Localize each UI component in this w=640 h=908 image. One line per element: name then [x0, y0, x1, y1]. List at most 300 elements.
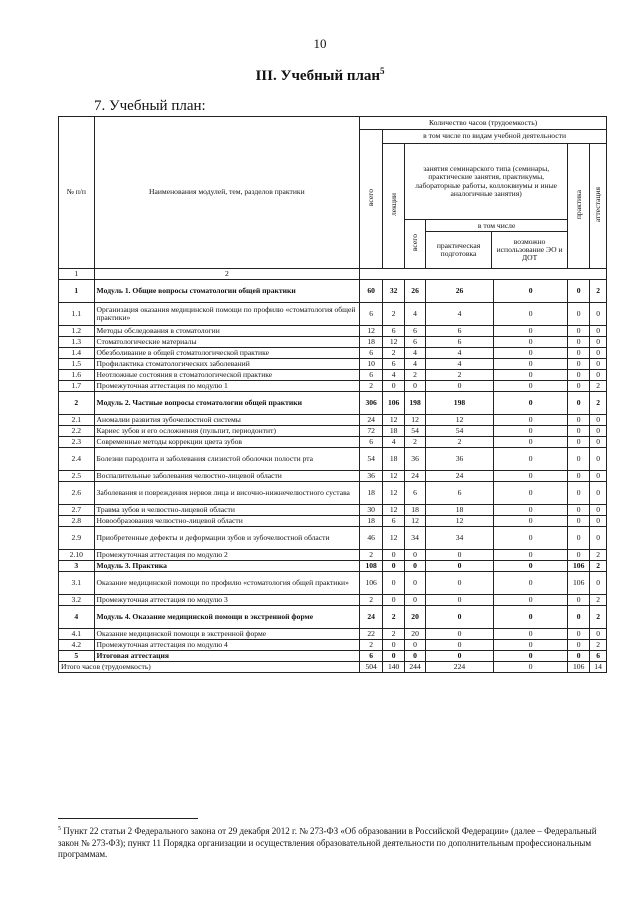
cell-practice: 0: [568, 370, 590, 381]
cell-eo: 0: [493, 482, 567, 505]
table-row: [59, 370, 607, 381]
header-hours: Количество часов (трудоемкость): [360, 117, 607, 130]
cell-total: 2: [360, 595, 383, 606]
cell-sem: 0: [405, 651, 426, 662]
cell-pp: 34: [426, 527, 494, 550]
table-row: [59, 437, 607, 448]
cell-att: 0: [590, 437, 607, 448]
cell-att: 0: [590, 337, 607, 348]
cell-att: 6: [590, 651, 607, 662]
cell-att: 2: [590, 595, 607, 606]
footnote-ref: 5: [380, 66, 385, 76]
cell-pp: 0: [426, 572, 494, 595]
cell-att: 0: [590, 426, 607, 437]
header-num: № п/п: [59, 117, 95, 269]
cell-pp: 0: [426, 606, 494, 629]
cell-num: 2.6: [59, 482, 95, 505]
table-row: [59, 348, 607, 359]
cell-sem: 0: [405, 640, 426, 651]
cell-num: 2: [59, 392, 95, 415]
cell-name: Модуль 4. Оказание медицинской помощи в экстренной форме: [94, 606, 360, 629]
section-title: [0, 66, 640, 85]
cell-name: Травма зубов и челюстно-лицевой области: [94, 505, 360, 516]
total-sem: 244: [405, 662, 426, 673]
cell-pp: 0: [426, 550, 494, 561]
cell-total: 106: [360, 572, 383, 595]
cell-eo: 0: [493, 471, 567, 482]
cell-eo: 0: [493, 370, 567, 381]
header-lectures: [383, 144, 405, 269]
cell-name: Болезни пародонта и заболевания слизистой оболочки полости рта: [94, 448, 360, 471]
cell-eo: 0: [493, 606, 567, 629]
cell-eo: 0: [493, 392, 567, 415]
cell-name: Промежуточная аттестация по модулю 3: [94, 595, 360, 606]
cell-lectures: 2: [383, 303, 405, 326]
cell-total: 24: [360, 415, 383, 426]
cell-num: 4.2: [59, 640, 95, 651]
cell-sem: 20: [405, 629, 426, 640]
cell-name: Профилактика стоматологических заболеваний: [94, 359, 360, 370]
cell-att: 0: [590, 448, 607, 471]
cell-total: 36: [360, 471, 383, 482]
cell-pp: 36: [426, 448, 494, 471]
cell-lectures: 0: [383, 651, 405, 662]
cell-att: 2: [590, 640, 607, 651]
cell-sem: 6: [405, 482, 426, 505]
header-by-type: в том числе по видам учебной деятельности: [383, 130, 607, 144]
cell-pp: 6: [426, 337, 494, 348]
cell-sem: 0: [405, 572, 426, 595]
cell-pp: 2: [426, 437, 494, 448]
cell-total: 12: [360, 326, 383, 337]
cell-practice: 0: [568, 640, 590, 651]
cell-att: 0: [590, 572, 607, 595]
cell-lectures: 32: [383, 280, 405, 303]
cell-total: 2: [360, 381, 383, 392]
cell-eo: 0: [493, 629, 567, 640]
cell-total: 22: [360, 629, 383, 640]
header-eo-dot: возможно использование ЭО и ДОТ: [496, 236, 563, 263]
cell-num: 2.1: [59, 415, 95, 426]
cell-practice: 0: [568, 629, 590, 640]
table-row: [59, 651, 607, 662]
cell-pp: 54: [426, 426, 494, 437]
cell-practice: 0: [568, 505, 590, 516]
cell-lectures: 12: [383, 415, 405, 426]
cell-num: 5: [59, 651, 95, 662]
total-lectures: 140: [383, 662, 405, 673]
cell-att: 0: [590, 505, 607, 516]
cell-pp: 0: [426, 561, 494, 572]
cell-name: Кариес зубов и его осложнения (пульпит, периодонтит): [94, 426, 360, 437]
cell-eo: 0: [493, 437, 567, 448]
cell-sem: 0: [405, 561, 426, 572]
cell-att: 2: [590, 550, 607, 561]
footnote-text: Пункт 22 статьи 2 Федерального закона от 29 декабря 2012 г. № 273-ФЗ «Об образовании в Российской Федерации» (далее – Федеральный закон № 273-ФЗ); пункт 11 Порядка организации и осуществления образовательной деятельности по дополнительным профессиональным программам.: [58, 826, 597, 860]
header-sem-total-text: всего: [409, 234, 419, 252]
cell-num: 2.9: [59, 527, 95, 550]
cell-att: 0: [590, 348, 607, 359]
cell-lectures: 6: [383, 516, 405, 527]
cell-total: 24: [360, 606, 383, 629]
table-row: [59, 561, 607, 572]
cell-practice: 0: [568, 303, 590, 326]
cell-name: Модуль 2. Частные вопросы стоматологии общей практики: [94, 392, 360, 415]
table-row: [59, 629, 607, 640]
col-index: 2: [94, 269, 360, 280]
cell-practice: 0: [568, 280, 590, 303]
cell-lectures: 18: [383, 426, 405, 437]
cell-sem: 198: [405, 392, 426, 415]
cell-total: 10: [360, 359, 383, 370]
cell-total: 306: [360, 392, 383, 415]
cell-name: Модуль 3. Практика: [94, 561, 360, 572]
cell-lectures: 2: [383, 629, 405, 640]
cell-sem: 4: [405, 303, 426, 326]
header-lectures-text: лекции: [388, 193, 398, 217]
table-row: [59, 392, 607, 415]
cell-lectures: 0: [383, 561, 405, 572]
cell-name: Приобретенные дефекты и деформации зубов и зубочелюстной области: [94, 527, 360, 550]
table-row: [59, 359, 607, 370]
cell-num: 2.10: [59, 550, 95, 561]
cell-lectures: 12: [383, 471, 405, 482]
table-row: [59, 471, 607, 482]
cell-num: 1.1: [59, 303, 95, 326]
cell-lectures: 0: [383, 572, 405, 595]
cell-total: 2: [360, 640, 383, 651]
cell-att: 0: [590, 359, 607, 370]
cell-name: Оказание медицинской помощи по профилю «стоматология общей практики»: [94, 572, 360, 595]
cell-att: 0: [590, 482, 607, 505]
cell-sem: 0: [405, 550, 426, 561]
cell-num: 2.2: [59, 426, 95, 437]
cell-sem: 2: [405, 437, 426, 448]
cell-practice: 0: [568, 606, 590, 629]
cell-practice: 0: [568, 482, 590, 505]
cell-name: Заболевания и повреждения нервов лица и височно-нижнечелюстного сустава: [94, 482, 360, 505]
header-total: [360, 130, 383, 269]
cell-num: 4.1: [59, 629, 95, 640]
table-row: [59, 550, 607, 561]
cell-num: 1.3: [59, 337, 95, 348]
cell-num: 2.4: [59, 448, 95, 471]
cell-eo: 0: [493, 561, 567, 572]
cell-pp: 2: [426, 370, 494, 381]
cell-att: 2: [590, 392, 607, 415]
table-row: [59, 482, 607, 505]
cell-practice: 0: [568, 595, 590, 606]
cell-eo: 0: [493, 505, 567, 516]
total-att: 14: [590, 662, 607, 673]
cell-total: 6: [360, 437, 383, 448]
cell-num: 1.5: [59, 359, 95, 370]
cell-num: 1.6: [59, 370, 95, 381]
cell-sem: 6: [405, 337, 426, 348]
cell-total: 18: [360, 516, 383, 527]
cell-num: 2.7: [59, 505, 95, 516]
cell-name: Организация оказания медицинской помощи по профилю «стоматология общей практики»: [94, 303, 360, 326]
cell-eo: 0: [493, 348, 567, 359]
cell-sem: 12: [405, 516, 426, 527]
cell-total: 6: [360, 370, 383, 381]
cell-pp: 0: [426, 595, 494, 606]
cell-lectures: 12: [383, 337, 405, 348]
cell-sem: 34: [405, 527, 426, 550]
cell-num: 2.5: [59, 471, 95, 482]
cell-practice: 0: [568, 359, 590, 370]
cell-eo: 0: [493, 326, 567, 337]
table-row: [59, 426, 607, 437]
cell-total: 30: [360, 505, 383, 516]
header-seminar: занятия семинарского типа (семинары, практические занятия, практикумы, лабораторные работы, коллоквиумы и иные аналогичные занятия): [405, 144, 568, 220]
cell-total: 108: [360, 561, 383, 572]
cell-num: 1.4: [59, 348, 95, 359]
cell-sem: 20: [405, 606, 426, 629]
cell-sem: 0: [405, 595, 426, 606]
cell-lectures: 0: [383, 381, 405, 392]
cell-total: 60: [360, 280, 383, 303]
cell-num: 3: [59, 561, 95, 572]
cell-name: Методы обследования в стоматологии: [94, 326, 360, 337]
table-row: [59, 527, 607, 550]
header-sem-total: [405, 220, 426, 269]
cell-sem: 6: [405, 326, 426, 337]
cell-eo: 0: [493, 550, 567, 561]
cell-eo: 0: [493, 381, 567, 392]
cell-eo: 0: [493, 280, 567, 303]
header-incl-cell: [426, 220, 568, 269]
table-row: [59, 280, 607, 303]
cell-lectures: 4: [383, 370, 405, 381]
cell-practice: 0: [568, 348, 590, 359]
cell-name: Итоговая аттестация: [94, 651, 360, 662]
table-row: [59, 606, 607, 629]
cell-practice: 0: [568, 527, 590, 550]
cell-lectures: 2: [383, 348, 405, 359]
cell-practice: 0: [568, 392, 590, 415]
cell-eo: 0: [493, 527, 567, 550]
cell-eo: 0: [493, 303, 567, 326]
cell-practice: 0: [568, 448, 590, 471]
cell-num: 3.1: [59, 572, 95, 595]
table-row: [59, 448, 607, 471]
cell-pp: 26: [426, 280, 494, 303]
cell-pp: 198: [426, 392, 494, 415]
cell-practice: 0: [568, 471, 590, 482]
cell-total: 18: [360, 337, 383, 348]
cell-practice: 0: [568, 426, 590, 437]
table-row: [59, 505, 607, 516]
table-row: [59, 516, 607, 527]
cell-name: Промежуточная аттестация по модулю 2: [94, 550, 360, 561]
cell-pp: 0: [426, 640, 494, 651]
cell-lectures: 0: [383, 640, 405, 651]
cell-name: Стоматологические материалы: [94, 337, 360, 348]
header-attestation: [590, 144, 607, 269]
cell-sem: 26: [405, 280, 426, 303]
cell-name: Аномалии развития зубочелюстной системы: [94, 415, 360, 426]
cell-eo: 0: [493, 572, 567, 595]
header-total-text: всего: [366, 189, 376, 207]
cell-pp: 12: [426, 415, 494, 426]
cell-eo: 0: [493, 448, 567, 471]
cell-total: 6: [360, 651, 383, 662]
cell-sem: 18: [405, 505, 426, 516]
footnote-mark: 5: [58, 826, 61, 832]
cell-name: Промежуточная аттестация по модулю 1: [94, 381, 360, 392]
cell-att: 2: [590, 280, 607, 303]
table-row: [59, 303, 607, 326]
cell-name: Оказание медицинской помощи в экстренной форме: [94, 629, 360, 640]
total-eo: 0: [493, 662, 567, 673]
cell-pp: 18: [426, 505, 494, 516]
table-row: [59, 640, 607, 651]
cell-name: Промежуточная аттестация по модулю 4: [94, 640, 360, 651]
table-row: [59, 595, 607, 606]
cell-lectures: 12: [383, 505, 405, 516]
cell-practice: 106: [568, 561, 590, 572]
cell-att: 2: [590, 561, 607, 572]
cell-total: 6: [360, 348, 383, 359]
total-label: Итого часов (трудоемкость): [59, 662, 360, 673]
cell-num: 1: [59, 280, 95, 303]
cell-sem: 4: [405, 359, 426, 370]
cell-practice: 0: [568, 337, 590, 348]
cell-practice: 0: [568, 415, 590, 426]
subtitle: 7. Учебный план:: [94, 98, 206, 114]
col-index: 1: [59, 269, 95, 280]
cell-sem: 4: [405, 348, 426, 359]
section-title-text: III. Учебный план: [255, 68, 381, 84]
total-practice: 106: [568, 662, 590, 673]
cell-practice: 0: [568, 550, 590, 561]
cell-pp: 24: [426, 471, 494, 482]
cell-name: Неотложные состояния в стоматологической практике: [94, 370, 360, 381]
cell-sem: 0: [405, 381, 426, 392]
cell-pp: 0: [426, 651, 494, 662]
cell-sem: 24: [405, 471, 426, 482]
cell-total: 18: [360, 482, 383, 505]
cell-eo: 0: [493, 426, 567, 437]
cell-total: 2: [360, 550, 383, 561]
total-row: [59, 662, 607, 673]
header-practical-training: практическая подготовка: [426, 232, 492, 268]
cell-lectures: 0: [383, 550, 405, 561]
cell-num: 2.8: [59, 516, 95, 527]
cell-eo: 0: [493, 337, 567, 348]
cell-eo: 0: [493, 359, 567, 370]
cell-total: 46: [360, 527, 383, 550]
footnote-rule: [58, 818, 198, 819]
cell-lectures: 12: [383, 527, 405, 550]
cell-total: 72: [360, 426, 383, 437]
cell-att: 0: [590, 303, 607, 326]
cell-practice: 0: [568, 516, 590, 527]
cell-practice: 106: [568, 572, 590, 595]
cell-pp: 0: [426, 629, 494, 640]
total-total: 504: [360, 662, 383, 673]
cell-name: Обезболивание в общей стоматологической практике: [94, 348, 360, 359]
curriculum-table: [58, 116, 607, 673]
header-attestation-text: аттестация: [592, 187, 602, 223]
cell-sem: 36: [405, 448, 426, 471]
cell-att: 0: [590, 415, 607, 426]
total-pp: 224: [426, 662, 494, 673]
cell-lectures: 4: [383, 437, 405, 448]
cell-att: 0: [590, 516, 607, 527]
page-number: 10: [313, 36, 327, 51]
cell-total: 6: [360, 303, 383, 326]
cell-name: Новообразования челюстно-лицевой области: [94, 516, 360, 527]
cell-name: Модуль 1. Общие вопросы стоматологии общей практики: [94, 280, 360, 303]
header-incl: в том числе: [426, 220, 567, 232]
cell-practice: 0: [568, 437, 590, 448]
cell-lectures: 2: [383, 606, 405, 629]
cell-lectures: 18: [383, 448, 405, 471]
cell-sem: 54: [405, 426, 426, 437]
footnote: [58, 826, 618, 861]
cell-eo: 0: [493, 415, 567, 426]
table-row: [59, 337, 607, 348]
cell-name: Воспалительные заболевания челюстно-лицевой области: [94, 471, 360, 482]
cell-att: 0: [590, 629, 607, 640]
cell-num: 4: [59, 606, 95, 629]
header-practice: [568, 144, 590, 269]
cell-lectures: 12: [383, 482, 405, 505]
table-row: [59, 415, 607, 426]
table-row: [59, 326, 607, 337]
cell-att: 2: [590, 381, 607, 392]
cell-att: 2: [590, 606, 607, 629]
table-row: [59, 381, 607, 392]
cell-sem: 2: [405, 370, 426, 381]
cell-total: 54: [360, 448, 383, 471]
cell-pp: 6: [426, 482, 494, 505]
cell-sem: 12: [405, 415, 426, 426]
cell-eo: 0: [493, 516, 567, 527]
cell-practice: 0: [568, 326, 590, 337]
cell-pp: 4: [426, 303, 494, 326]
cell-lectures: 106: [383, 392, 405, 415]
cell-pp: 4: [426, 348, 494, 359]
cell-num: 3.2: [59, 595, 95, 606]
cell-practice: 0: [568, 651, 590, 662]
cell-pp: 4: [426, 359, 494, 370]
cell-pp: 6: [426, 326, 494, 337]
cell-pp: 12: [426, 516, 494, 527]
cell-att: 0: [590, 370, 607, 381]
cell-num: 1.7: [59, 381, 95, 392]
table-body: [59, 280, 607, 673]
cell-att: 0: [590, 527, 607, 550]
cell-num: 2.3: [59, 437, 95, 448]
cell-name: Современные методы коррекции цвета зубов: [94, 437, 360, 448]
cell-pp: 0: [426, 381, 494, 392]
cell-practice: 0: [568, 381, 590, 392]
cell-att: 0: [590, 326, 607, 337]
cell-att: 0: [590, 471, 607, 482]
cell-num: 1.2: [59, 326, 95, 337]
cell-lectures: 0: [383, 595, 405, 606]
cell-lectures: 6: [383, 359, 405, 370]
cell-eo: 0: [493, 595, 567, 606]
cell-lectures: 6: [383, 326, 405, 337]
header-name: Наименования модулей, тем, разделов практики: [94, 117, 360, 269]
header-practice-text: практика: [573, 190, 583, 220]
cell-eo: 0: [493, 651, 567, 662]
table-row: [59, 572, 607, 595]
